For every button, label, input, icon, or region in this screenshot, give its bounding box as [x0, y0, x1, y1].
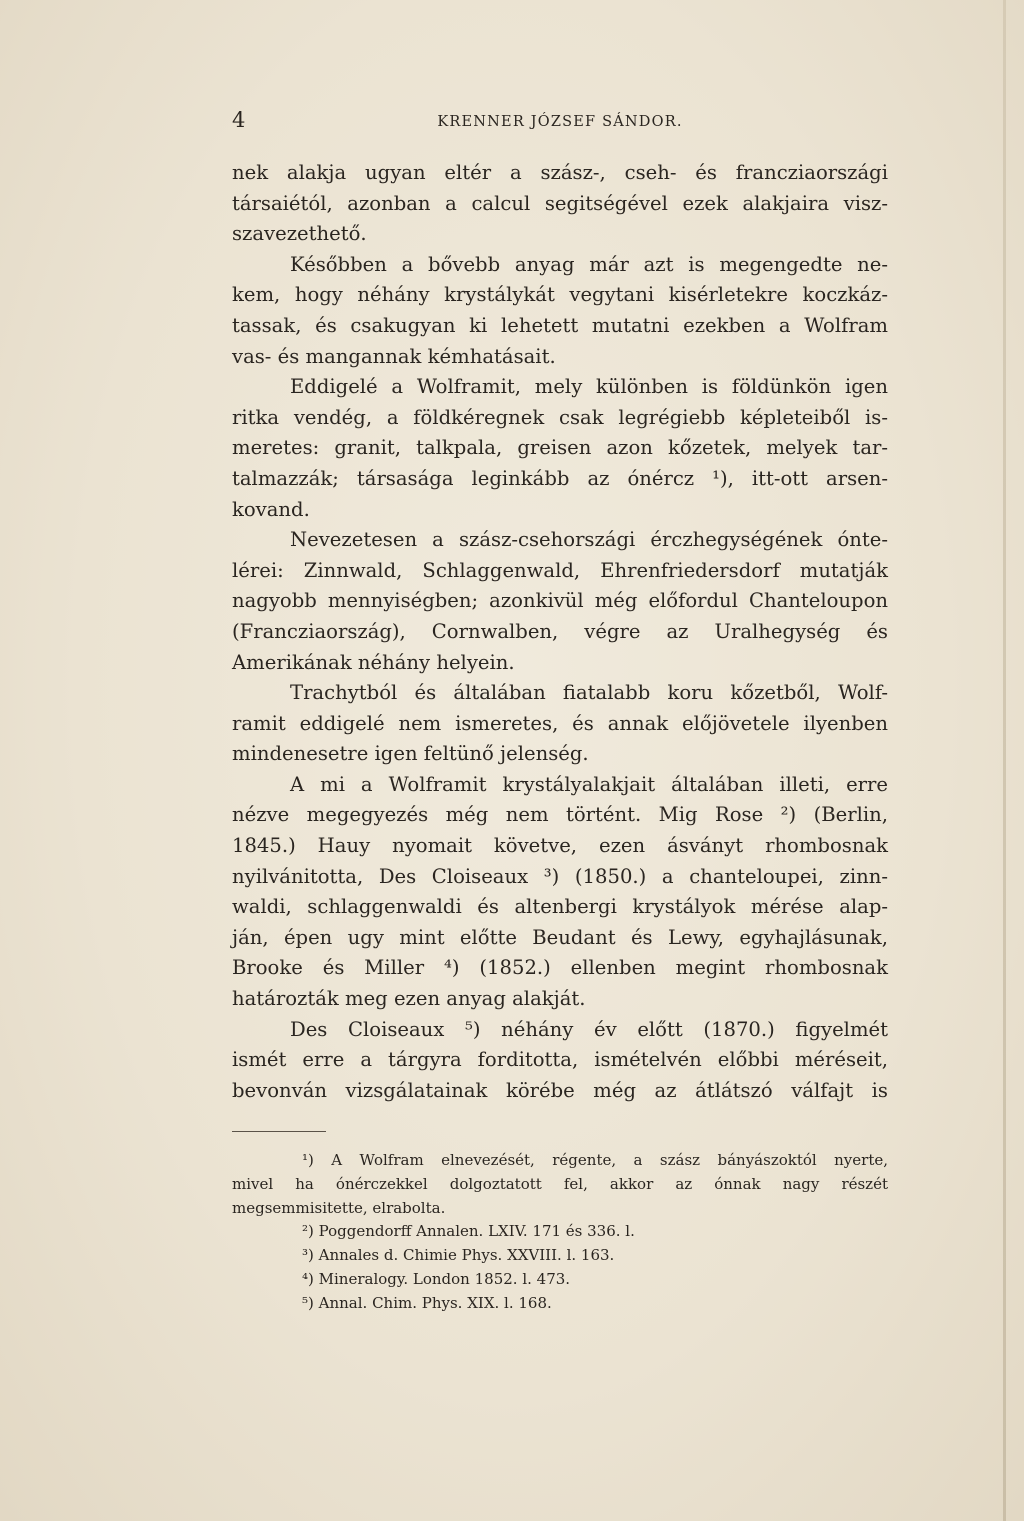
text-line: szavezethető.	[232, 222, 367, 246]
text-line: kem, hogy néhány krystálykát vegytani kisérletekre koczkáz-	[232, 283, 888, 307]
footnote-line: ²) Poggendorff Annalen. LXIV. 171 és 336. l.	[302, 1222, 635, 1241]
text-line: ismét erre a tárgyra forditotta, ismételvén előbbi méréseit,	[232, 1048, 888, 1072]
text-line: nyilvánitotta, Des Cloiseaux ³) (1850.) a chanteloupei, zinn-	[232, 864, 888, 888]
text-line: vas- és mangannak kémhatásait.	[232, 344, 556, 368]
paragraph-start-line: Trachytból és általában fiatalabb koru kőzetből, Wolf-	[290, 681, 888, 705]
footnote-line: ⁵) Annal. Chim. Phys. XIX. l. 168.	[302, 1293, 552, 1312]
text-line: kovand.	[232, 497, 310, 521]
text-line: meretes: granit, talkpala, greisen azon kőzetek, melyek tar-	[232, 436, 888, 460]
body-text	[232, 158, 888, 1106]
paragraph-start-line: Des Cloiseaux ⁵) néhány év előtt (1870.) figyelmét	[290, 1017, 888, 1041]
text-line: nek alakja ugyan eltér a szász-, cseh- és francziaországi	[232, 161, 888, 184]
paragraph-start-line: Nevezetesen a szász-csehországi érczhegységének ónte-	[290, 528, 888, 552]
text-line: Amerikának néhány helyein.	[232, 650, 515, 674]
paragraph-start-line: Eddigelé a Wolframit, mely különben is földünkön igen	[290, 375, 888, 399]
text-line: nagyobb mennyiségben; azonkivül még előfordul Chanteloupon	[232, 589, 888, 613]
text-line: lérei: Zinnwald, Schlaggenwald, Ehrenfriedersdorf mutatják	[232, 558, 888, 582]
text-line: tassak, és csakugyan ki lehetett mutatni ezekben a Wolfram	[232, 313, 888, 337]
footnote-line: megsemmisitette, elrabolta.	[232, 1198, 446, 1217]
footnote-line: ¹) A Wolfram elnevezését, régente, a szász bányászoktól nyerte,	[302, 1151, 888, 1169]
footnotes	[232, 1149, 888, 1316]
text-line: 1845.) Hauy nyomait követve, ezen ásványt rhombosnak	[232, 834, 888, 858]
paragraph-start-line: A mi a Wolframit krystályalakjait általában illeti, erre	[290, 772, 888, 796]
footnote-separator	[232, 1131, 326, 1132]
page-number: 4	[232, 108, 246, 132]
page-edge-shadow	[1003, 0, 1006, 1521]
text-line: ján, épen ugy mint előtte Beudant és Lewy, egyhajlásunak,	[232, 925, 888, 949]
footnote-line: mivel ha ónérczekkel dolgoztatott fel, akkor az ónnak nagy részét	[232, 1174, 888, 1193]
text-line: ritka vendég, a földkéregnek csak legrégiebb képleteiből is-	[232, 405, 888, 429]
footnote-line: ³) Annales d. Chimie Phys. XXVIII. l. 163.	[302, 1246, 615, 1265]
text-line: Brooke és Miller ⁴) (1852.) ellenben megint rhombosnak	[232, 956, 888, 980]
text-line: bevonván vizsgálatainak körébe még az átlátszó válfajt is	[232, 1078, 888, 1102]
text-line: (Francziaország), Cornwalben, végre az Uralhegység és	[232, 619, 888, 643]
text-line: nézve megegyezés még nem történt. Mig Rose ²) (Berlin,	[232, 803, 888, 827]
text-line: talmazzák; társasága leginkább az ónércz ¹), itt-ott arsen-	[232, 466, 888, 490]
text-line: mindenesetre igen feltünő jelenség.	[232, 742, 589, 766]
running-head: KRENNER JÓZSEF SÁNDOR.	[437, 114, 683, 130]
text-line: határozták meg ezen anyag alakját.	[232, 987, 586, 1011]
footnote-line: ⁴) Mineralogy. London 1852. l. 473.	[302, 1269, 571, 1288]
text-line: ramit eddigelé nem ismeretes, és annak előjövetele ilyenben	[232, 711, 888, 735]
text-line: waldi, schlaggenwaldi és altenbergi krystályok mérése alap-	[232, 895, 888, 919]
paragraph-start-line: Későbben a bővebb anyag már azt is megengedte ne-	[290, 252, 888, 276]
text-line: társaiétól, azonban a calcul segitségével ezek alakjaira visz-	[232, 191, 888, 215]
page-header	[232, 108, 888, 138]
